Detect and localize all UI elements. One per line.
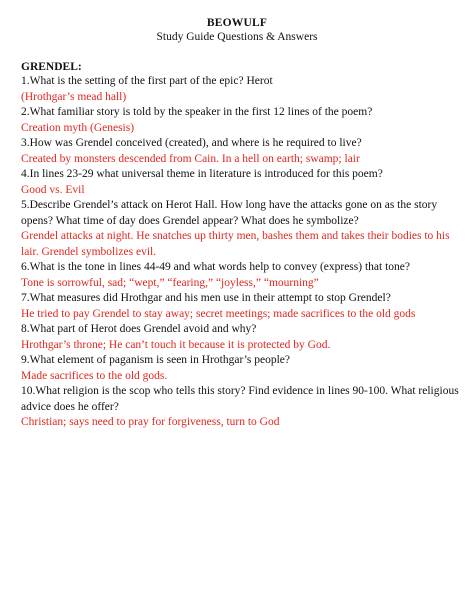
question-8: 8.What part of Herot does Grendel avoid and why? (21, 323, 257, 335)
question-2: 2.What familiar story is told by the speaker in the first 12 lines of the poem? (21, 106, 373, 118)
answer-9: Made sacrifices to the old gods. (21, 369, 168, 382)
qa-item-6 (21, 260, 461, 291)
qa-item-9 (21, 353, 461, 384)
answer-2: Creation myth (Genesis) (21, 121, 135, 134)
answer-7: He tried to pay Grendel to stay away; secret meetings; made sacrifices to the old gods (21, 307, 416, 320)
qa-item-7 (21, 291, 461, 322)
question-10: 10.What religion is the scop who tells this story? Find evidence in lines 90-100. What religious advice does he offer? (21, 385, 459, 413)
qa-item-3 (21, 136, 461, 167)
answer-8: Hrothgar’s throne; He can’t touch it because it is protected by God. (21, 338, 331, 351)
document-body (21, 60, 461, 431)
question-3: 3.How was Grendel conceived (created), and where is he required to live? (21, 137, 362, 149)
question-5: 5.Describe Grendel’s attack on Herot Hall. How long have the attacks gone on as the story opens? What time of day does Grendel appear? What does he symbolize? (21, 199, 438, 227)
qa-item-1 (21, 74, 461, 105)
question-9: 9.What element of paganism is seen in Hrothgar’s people? (21, 354, 290, 366)
qa-item-10 (21, 384, 461, 431)
qa-item-5 (21, 198, 461, 260)
question-6: 6.What is the tone in lines 44-49 and what words help to convey (express) that tone? (21, 261, 410, 273)
section-heading: GRENDEL: (21, 61, 82, 73)
question-7: 7.What measures did Hrothgar and his men use in their attempt to stop Grendel? (21, 292, 391, 304)
answer-6: Tone is sorrowful, sad; “wept,” “fearing,” “joyless,” “mourning” (21, 276, 319, 289)
question-4: 4.In lines 23-29 what universal theme in literature is introduced for this poem? (21, 168, 383, 180)
answer-5: Grendel attacks at night. He snatches up thirty men, bashes them and takes their bodies to his lair. Grendel symbolizes evil. (21, 230, 450, 258)
qa-item-4 (21, 167, 461, 198)
qa-item-8 (21, 322, 461, 353)
document-header (0, 16, 474, 44)
answer-1: (Hrothgar’s mead hall) (21, 90, 127, 103)
answer-10: Christian; says need to pray for forgiveness, turn to God (21, 416, 280, 428)
answer-3: Created by monsters descended from Cain. In a hell on earth; swamp; lair (21, 152, 360, 165)
qa-item-2 (21, 105, 461, 136)
answer-4: Good vs. Evil (21, 183, 85, 196)
question-1: 1.What is the setting of the first part of the epic? Herot (21, 75, 273, 87)
document-title: BEOWULF (206, 17, 268, 29)
document-subtitle: Study Guide Questions & Answers (156, 31, 318, 43)
